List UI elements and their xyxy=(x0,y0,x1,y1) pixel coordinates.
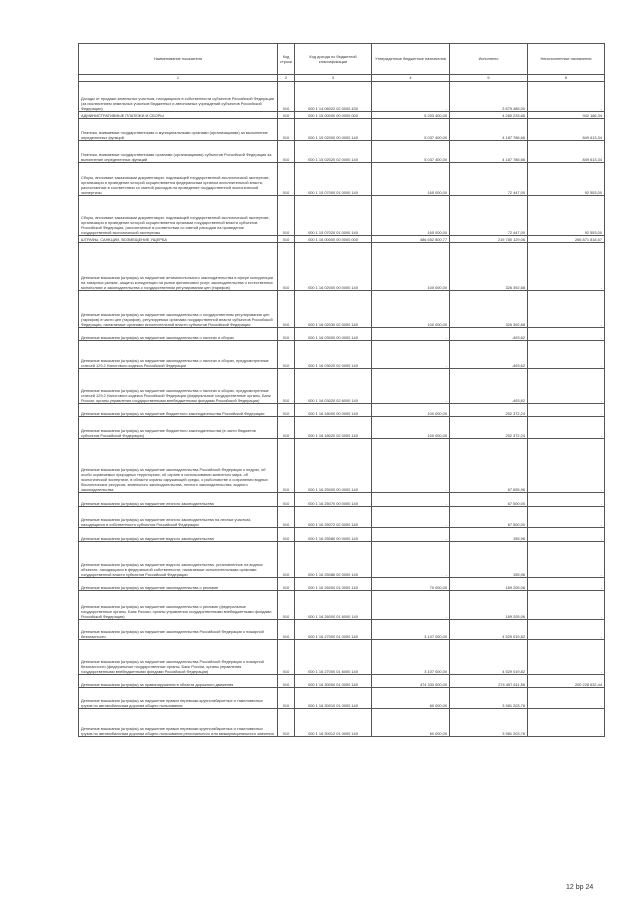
header-approved: Утвержденные бюджетные назначения xyxy=(372,44,450,75)
executed-amount-cell: 4 187 786,66 xyxy=(450,141,528,163)
approved-amount-cell: 100 000,00 xyxy=(372,243,450,291)
table-row xyxy=(79,542,605,578)
indicator-name-cell: Денежные взыскания (штрафы) за нарушение законодательства о налогах и сборах, предусмотренные статьей 129.2 Налогового кодекса Российской Федерации (федеральные государственные органы, Банк России, органы управления государственными внебюджетными фондами Российской Федерации) xyxy=(79,369,278,404)
indicator-name-cell: Денежные взыскания (штрафы) за нарушение водного законодательства xyxy=(79,528,278,542)
line-code-cell: 010 xyxy=(278,163,295,196)
unexecuted-amount-cell: - xyxy=(528,578,605,591)
indicator-name-cell: Платежи, взимаемые государственными органами (организациями) субъектов Российской Федерации за выполнение определенных функций xyxy=(79,141,278,163)
budget-code-cell: 000 1 16 25086 02 0000 140 xyxy=(295,542,372,578)
indicator-name-cell: Денежные взыскания (штрафы) за нарушение правил перевозки крупногабаритных и тяжеловесных грузов по автомобильным дорогам общего пользования регионального или межмуниципального значения xyxy=(79,709,278,737)
indicator-name-cell: Денежные взыскания (штрафы) за нарушение законодательства о рекламе xyxy=(79,578,278,591)
indicator-name-cell: Денежные взыскания (штрафы) за нарушение законодательства о государственном регулировании цен (тарифов) в части цен (тарифов), регулируемых органами государственной власти субъектов Российской Федерации, налагаемые органами исполнительной власти субъектов Российской Федерации xyxy=(79,291,278,328)
table-row xyxy=(79,163,605,196)
indicator-name-cell: Денежные взыскания (штрафы) за нарушение законодательства Российской Федерации о пожарной безопасности xyxy=(79,620,278,640)
column-number: 5 xyxy=(450,75,528,82)
indicator-name-cell: Денежные взыскания (штрафы) за правонарушения в области дорожного движения xyxy=(79,675,278,688)
header-budget-code: Код дохода по бюджетной классификации xyxy=(295,44,372,75)
unexecuted-amount-cell: - xyxy=(528,507,605,528)
column-number: 3 xyxy=(295,75,372,82)
line-code-cell: 010 xyxy=(278,578,295,591)
unexecuted-amount-cell: 849 613,34 xyxy=(528,141,605,163)
executed-amount-cell: 189 205,06 xyxy=(450,591,528,620)
budget-code-cell: 000 1 16 26000 01 0000 140 xyxy=(295,578,372,591)
approved-amount-cell: 165 000,00 xyxy=(372,163,450,196)
unexecuted-amount-cell: - xyxy=(528,709,605,737)
unexecuted-amount-cell: - xyxy=(528,493,605,507)
budget-code-cell: 000 1 16 03020 02 0000 140 xyxy=(295,341,372,369)
indicator-name-cell: АДМИНИСТРАТИВНЫЕ ПЛАТЕЖИ И СБОРЫ xyxy=(79,112,278,119)
line-code-cell: 010 xyxy=(278,119,295,141)
line-code-cell: 010 xyxy=(278,404,295,417)
approved-amount-cell: 165 000,00 xyxy=(372,196,450,236)
table-row xyxy=(79,369,605,404)
table-row xyxy=(79,243,605,291)
executed-amount-cell: 67 655,96 xyxy=(450,439,528,493)
unexecuted-amount-cell: 200 228 632,44 xyxy=(528,675,605,688)
column-number: 4 xyxy=(372,75,450,82)
line-code-cell: 010 xyxy=(278,243,295,291)
table-row xyxy=(79,196,605,236)
budget-code-cell: 000 1 16 25080 00 0000 140 xyxy=(295,528,372,542)
budget-code-cell: 000 1 15 02000 00 0000 140 xyxy=(295,119,372,141)
unexecuted-amount-cell: 266 871 818,57 xyxy=(528,236,605,243)
executed-amount-cell: 4 529 019,82 xyxy=(450,620,528,640)
approved-amount-cell: 3 107 000,00 xyxy=(372,620,450,640)
line-code-cell: 010 xyxy=(278,528,295,542)
column-number: 1 xyxy=(79,75,278,82)
unexecuted-amount-cell: - xyxy=(528,528,605,542)
budget-code-cell: 000 1 16 25070 00 0000 140 xyxy=(295,493,372,507)
unexecuted-amount-cell: - xyxy=(528,328,605,341)
indicator-name-cell: Денежные взыскания (штрафы) за нарушение лесного законодательства xyxy=(79,493,278,507)
unexecuted-amount-cell: - xyxy=(528,82,605,112)
unexecuted-amount-cell: - xyxy=(528,404,605,417)
table-row xyxy=(79,141,605,163)
line-code-cell: 010 xyxy=(278,542,295,578)
table-row xyxy=(79,528,605,542)
table-row xyxy=(79,688,605,709)
budget-code-cell: 000 1 16 25000 00 0000 140 xyxy=(295,439,372,493)
indicator-name-cell: Платежи, взимаемые государственными и муниципальными органами (организациями) за выполнение определенных функций xyxy=(79,119,278,141)
revenue-report-table xyxy=(78,43,605,737)
unexecuted-amount-cell: - xyxy=(528,439,605,493)
line-code-cell: 010 xyxy=(278,112,295,119)
line-code-cell: 010 xyxy=(278,439,295,493)
budget-code-cell: 000 1 16 03000 00 0000 140 xyxy=(295,328,372,341)
line-code-cell: 010 xyxy=(278,328,295,341)
executed-amount-cell: 326 392,68 xyxy=(450,291,528,328)
budget-code-cell: 000 1 15 07000 01 0000 140 xyxy=(295,163,372,196)
line-code-cell: 010 xyxy=(278,82,295,112)
indicator-name-cell: Денежные взыскания (штрафы) за нарушение законодательства Российской Федерации о пожарной безопасности (федеральные государственные органы, Банк России, органы управления государственными внебюджетными фондами Российской Федерации) xyxy=(79,640,278,675)
budget-code-cell: 000 1 16 30010 01 0000 140 xyxy=(295,688,372,709)
executed-amount-cell: 219 780 129,06 xyxy=(450,236,528,243)
table-row xyxy=(79,404,605,417)
budget-code-cell: 000 1 16 02030 02 0000 140 xyxy=(295,291,372,328)
executed-amount-cell: 67 500,00 xyxy=(450,493,528,507)
approved-amount-cell: - xyxy=(372,542,450,578)
unexecuted-amount-cell: 849 613,34 xyxy=(528,119,605,141)
indicator-name-cell: Денежные взыскания (штрафы) за нарушение бюджетного законодательства Российской Федерации xyxy=(79,404,278,417)
approved-amount-cell: 3 107 000,00 xyxy=(372,640,450,675)
table-row xyxy=(79,119,605,141)
approved-amount-cell: - xyxy=(372,341,450,369)
indicator-name-cell: Сборы, вносимые заказчиками документации, подлежащей государственной экологической экспертизе, организация и проведение которой осуществляется федеральным органом исполнительной власти, рассчитанные в соответствии со сметой расходов на проведение государственной экологической экспертизы xyxy=(79,163,278,196)
line-code-cell: 010 xyxy=(278,640,295,675)
approved-amount-cell: 60 000,00 xyxy=(372,688,450,709)
table-body xyxy=(79,82,605,737)
executed-amount-cell: 3 981 203,76 xyxy=(450,709,528,737)
line-code-cell: 010 xyxy=(278,236,295,243)
table-row xyxy=(79,578,605,591)
approved-amount-cell: - xyxy=(372,328,450,341)
approved-amount-cell: 100 000,00 xyxy=(372,404,450,417)
unexecuted-amount-cell: 942 166,34 xyxy=(528,112,605,119)
table-header-row xyxy=(79,44,605,75)
line-code-cell: 010 xyxy=(278,709,295,737)
line-code-cell: 010 xyxy=(278,591,295,620)
indicator-name-cell: Денежные взыскания (штрафы) за нарушение правил перевозки крупногабаритных и тяжеловесных грузов по автомобильным дорогам общего пользования xyxy=(79,688,278,709)
unexecuted-amount-cell: - xyxy=(528,243,605,291)
page-number: 12 bp 24 xyxy=(566,884,594,891)
budget-code-cell: 000 1 16 26000 01 6000 140 xyxy=(295,591,372,620)
approved-amount-cell: 100 000,00 xyxy=(372,291,450,328)
executed-amount-cell: 4 529 019,82 xyxy=(450,640,528,675)
unexecuted-amount-cell: - xyxy=(528,688,605,709)
unexecuted-amount-cell: - xyxy=(528,369,605,404)
budget-code-cell: 000 1 16 03020 02 6000 140 xyxy=(295,369,372,404)
executed-amount-cell: 3 879 485,00 xyxy=(450,82,528,112)
unexecuted-amount-cell: - xyxy=(528,640,605,675)
column-number-row xyxy=(79,75,605,82)
table-row xyxy=(79,591,605,620)
table-row xyxy=(79,640,605,675)
header-unexecuted: Неисполненные назначения xyxy=(528,44,605,75)
indicator-name-cell: Денежные взыскания (штрафы) за нарушение антимонопольного законодательства в сфере конкуренции на товарных рынках, защиты конкуренции на рынке финансовых услуг, законодательства о естественных монополиях и законодательства о государственном регулировании цен (тарифов) xyxy=(79,243,278,291)
executed-amount-cell: 326 392,68 xyxy=(450,243,528,291)
budget-code-cell: 000 1 16 02000 00 0000 140 xyxy=(295,243,372,291)
indicator-name-cell: Денежные взыскания (штрафы) за нарушение водного законодательства, установленное на водных объектах, находящихся в федеральной собственности, налагаемые исполнительными органами государственной власти субъектов Российской Федерации xyxy=(79,542,278,578)
budget-code-cell: 000 1 15 07020 01 0000 140 xyxy=(295,196,372,236)
line-code-cell: 010 xyxy=(278,493,295,507)
budget-code-cell: 000 1 16 00000 00 0000 000 xyxy=(295,236,372,243)
table-row xyxy=(79,417,605,439)
line-code-cell: 010 xyxy=(278,369,295,404)
unexecuted-amount-cell: - xyxy=(528,542,605,578)
approved-amount-cell: 100 000,00 xyxy=(372,417,450,439)
table-row xyxy=(79,675,605,688)
header-executed: Исполнено xyxy=(450,44,528,75)
executed-amount-cell: 72 447,00 xyxy=(450,163,528,196)
budget-code-cell: 000 1 16 30000 01 0000 140 xyxy=(295,675,372,688)
executed-amount-cell: 3 981 203,76 xyxy=(450,688,528,709)
approved-amount-cell: - xyxy=(372,439,450,493)
table-row xyxy=(79,82,605,112)
line-code-cell: 010 xyxy=(278,417,295,439)
executed-amount-cell: -493,62 xyxy=(450,341,528,369)
line-code-cell: 010 xyxy=(278,675,295,688)
line-code-cell: 010 xyxy=(278,620,295,640)
indicator-name-cell: Денежные взыскания (штрафы) за нарушение законодательства Российской Федерации о недрах, об особо охраняемых природных территориях, об охране и использовании животного мира, об экологической экспертизе, в области охраны окружающей среды, о рыболовстве и сохранении водных биологических ресурсов, земельного законодательства, лесного законодательства, водного законодательства xyxy=(79,439,278,493)
executed-amount-cell: 274 457 611,56 xyxy=(450,675,528,688)
table-row xyxy=(79,709,605,737)
budget-code-cell: 000 1 15 00000 00 0000 000 xyxy=(295,112,372,119)
budget-code-cell: 000 1 16 18000 00 0000 140 xyxy=(295,404,372,417)
table-row xyxy=(79,439,605,493)
indicator-name-cell: Денежные взыскания (штрафы) за нарушение бюджетного законодательства (в части бюджетов субъектов Российской Федерации) xyxy=(79,417,278,439)
indicator-name-cell: Денежные взыскания (штрафы) за нарушение законодательства о налогах и сборах, предусмотренные статьей 129.2 Налогового кодекса Российской Федерации xyxy=(79,341,278,369)
table-row xyxy=(79,620,605,640)
executed-amount-cell: 4 260 233,66 xyxy=(450,112,528,119)
indicator-name-cell: Денежные взыскания (штрафы) за нарушение законодательства о рекламе (федеральные государственные органы, Банк России, органы управления государственными внебюджетными фондами Российской Федерации) xyxy=(79,591,278,620)
approved-amount-cell: 60 000,00 xyxy=(372,709,450,737)
executed-amount-cell: 252 372,24 xyxy=(450,404,528,417)
executed-amount-cell: -493,62 xyxy=(450,369,528,404)
unexecuted-amount-cell: - xyxy=(528,291,605,328)
indicator-name-cell: Сборы, вносимые заказчиками документации, подлежащей государственной экологической экспертизе, организация и проведение которой осуществляется органами государственной власти субъектов Российской Федерации, рассчитанные в соответствии со сметой расходов на проведение государственной экологической экспертизы xyxy=(79,196,278,236)
budget-code-cell: 000 1 14 06022 02 0000 430 xyxy=(295,82,372,112)
executed-amount-cell: 155,96 xyxy=(450,528,528,542)
indicator-name-cell: Денежные взыскания (штрафы) за нарушение законодательства о налогах и сборах xyxy=(79,328,278,341)
budget-code-cell: 000 1 15 02020 02 0000 140 xyxy=(295,141,372,163)
executed-amount-cell: 72 447,00 xyxy=(450,196,528,236)
table-row xyxy=(79,112,605,119)
table-row xyxy=(79,493,605,507)
line-code-cell: 010 xyxy=(278,141,295,163)
approved-amount-cell: 5 203 400,00 xyxy=(372,112,450,119)
budget-code-cell: 000 1 16 18020 02 0000 140 xyxy=(295,417,372,439)
table-row xyxy=(79,341,605,369)
executed-amount-cell: 189 205,06 xyxy=(450,578,528,591)
unexecuted-amount-cell: 92 553,00 xyxy=(528,196,605,236)
approved-amount-cell: 5 037 400,00 xyxy=(372,141,450,163)
line-code-cell: 010 xyxy=(278,196,295,236)
executed-amount-cell: 67 500,00 xyxy=(450,507,528,528)
column-number: 2 xyxy=(278,75,295,82)
indicator-name-cell: ШТРАФЫ, САНКЦИИ, ВОЗМЕЩЕНИЕ УЩЕРБА xyxy=(79,236,278,243)
budget-code-cell: 000 1 16 30012 01 0000 140 xyxy=(295,709,372,737)
budget-code-cell: 000 1 16 27000 01 0000 140 xyxy=(295,620,372,640)
table-row xyxy=(79,236,605,243)
executed-amount-cell: -493,62 xyxy=(450,328,528,341)
line-code-cell: 010 xyxy=(278,341,295,369)
table-row xyxy=(79,507,605,528)
approved-amount-cell: - xyxy=(372,82,450,112)
indicator-name-cell: Денежные взыскания (штрафы) за нарушение лесного законодательства на лесных участках, находящихся в собственности субъектов Российской Федерации xyxy=(79,507,278,528)
executed-amount-cell: 252 372,24 xyxy=(450,417,528,439)
budget-code-cell: 000 1 16 27000 01 6000 140 xyxy=(295,640,372,675)
unexecuted-amount-cell: 92 553,00 xyxy=(528,163,605,196)
executed-amount-cell: 155,96 xyxy=(450,542,528,578)
table-row xyxy=(79,291,605,328)
approved-amount-cell: - xyxy=(372,528,450,542)
budget-code-cell: 000 1 16 25072 02 0000 140 xyxy=(295,507,372,528)
approved-amount-cell: - xyxy=(372,507,450,528)
line-code-cell: 010 xyxy=(278,291,295,328)
line-code-cell: 010 xyxy=(278,507,295,528)
approved-amount-cell: - xyxy=(372,493,450,507)
approved-amount-cell: 486 652 800,77 xyxy=(372,236,450,243)
table-row xyxy=(79,328,605,341)
header-line-code: Код строки xyxy=(278,44,295,75)
column-number: 6 xyxy=(528,75,605,82)
approved-amount-cell: - xyxy=(372,591,450,620)
approved-amount-cell: 70 000,00 xyxy=(372,578,450,591)
unexecuted-amount-cell: - xyxy=(528,620,605,640)
unexecuted-amount-cell: - xyxy=(528,341,605,369)
executed-amount-cell: 4 187 786,66 xyxy=(450,119,528,141)
approved-amount-cell: 5 037 400,00 xyxy=(372,119,450,141)
header-indicator-name: Наименование показателя xyxy=(79,44,278,75)
unexecuted-amount-cell: - xyxy=(528,591,605,620)
indicator-name-cell: Доходы от продажи земельных участков, находящихся в собственности субъектов Российской Федерации (за исключением земельных участков бюджетных и автономных учреждений субъектов Российской Федерации) xyxy=(79,82,278,112)
approved-amount-cell: - xyxy=(372,369,450,404)
unexecuted-amount-cell: - xyxy=(528,417,605,439)
approved-amount-cell: 474 333 000,00 xyxy=(372,675,450,688)
line-code-cell: 010 xyxy=(278,688,295,709)
